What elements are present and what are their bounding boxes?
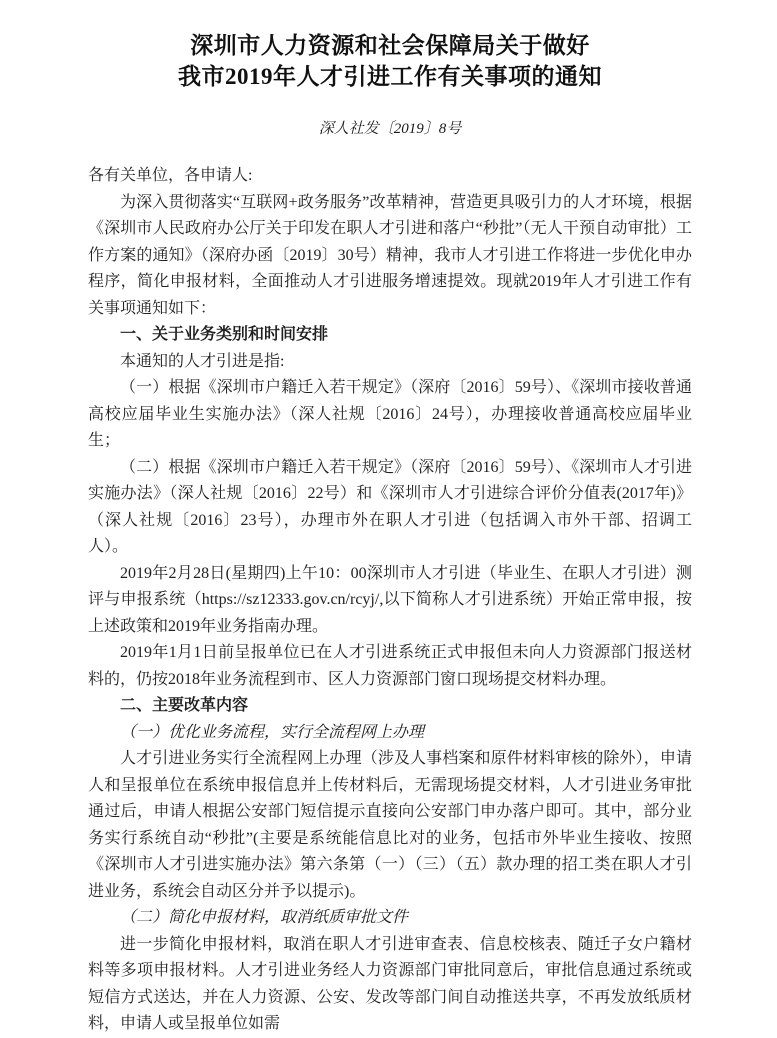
- paragraph: 本通知的人才引进是指:: [120, 352, 285, 370]
- paragraph: （一）根据《深圳市户籍迁入若干规定》（深府〔2016〕59号）、《深圳市接收普通高校应届毕业生实施办法》（深人社规〔2016〕24号），办理接收普通高校应届毕业生；: [88, 379, 692, 449]
- section-heading: 二、主要改革内容: [120, 697, 249, 714]
- paragraph: 进一步简化申报材料，取消在职人才引进审查表、信息校核表、随迁子女户籍材料等多项申报材料。人才引进业务经人力资源部门审批同意后，审批信息通过系统或短信方式送达，并在人力资源、公安、发改等部门间自动推送共享，不再发放纸质材料，申请人或呈报单位如需: [88, 935, 692, 1032]
- paragraph: 2019年1月1日前呈报单位已在人才引进系统正式申报但未向人力资源部门报送材料的，仍按2018年业务流程到市、区人力资源部门窗口现场提交材料办理。: [88, 644, 692, 688]
- paragraph: 为深入贯彻落实“互联网+政务服务”改革精神，营造更具吸引力的人才环境，根据《深圳市人民政府办公厅关于印发在职人才引进和落户“秒批”（无人干预自动审批）工作方案的通知》（深府办函〔2019〕30号）精神，我市人才引进工作将进一步优化申办程序，简化申报材料，全面推动人才引进服务增速提效。现就2019年人才引进工作有关事项通知如下：: [88, 193, 692, 317]
- sub-heading: （一）优化业务流程，实行全流程网上办理: [120, 723, 425, 741]
- title-line-2: 我市2019年人才引进工作有关事项的通知: [178, 64, 602, 89]
- section-heading: 一、关于业务类别和时间安排: [120, 326, 329, 343]
- document-number: 深人社发〔2019〕8号: [318, 121, 462, 137]
- paragraph: 2019年2月28日(星期四)上午10：00深圳市人才引进（毕业生、在职人才引进）测评与申报系统（https://sz12333.gov.cn/rcyj/,以下简称人才引进系统）开始正常申报，按上述政策和2019年业务指南办理。: [88, 564, 692, 635]
- sub-heading: （二）简化申报材料，取消纸质审批文件: [120, 909, 409, 926]
- title-line-1: 深圳市人力资源和社会保障局关于做好: [190, 33, 590, 58]
- salutation: 各有关单位，各申请人:: [88, 167, 253, 184]
- paragraph: （二）根据《深圳市户籍迁入若干规定》（深府〔2016〕59号）、《深圳市人才引进实施办法》（深人社规〔2016〕22号）和《深圳市人才引进综合评价分值表(2017年)》（深人社规〔2016〕23号），办理市外在职人才引进（包括调入市外干部、招调工人）。: [88, 458, 692, 555]
- document-title: [88, 30, 692, 92]
- document-body: [88, 163, 692, 1038]
- paragraph: 人才引进业务实行全流程网上办理（涉及人事档案和原件材料审核的除外），申请人和呈报单位在系统申报信息并上传材料后，无需现场提交材料，人才引进业务审批通过后，申请人根据公安部门短信提示直接向公安部门申办落户即可。其中，部分业务实行系统自动“秒批”(主要是系统能信息比对的业务，包括市外毕业生接收、按照《深圳市人才引进实施办法》第六条第（一）（三）（五）款办理的招工类在职人才引进业务，系统会自动区分并予以提示)。: [88, 750, 692, 900]
